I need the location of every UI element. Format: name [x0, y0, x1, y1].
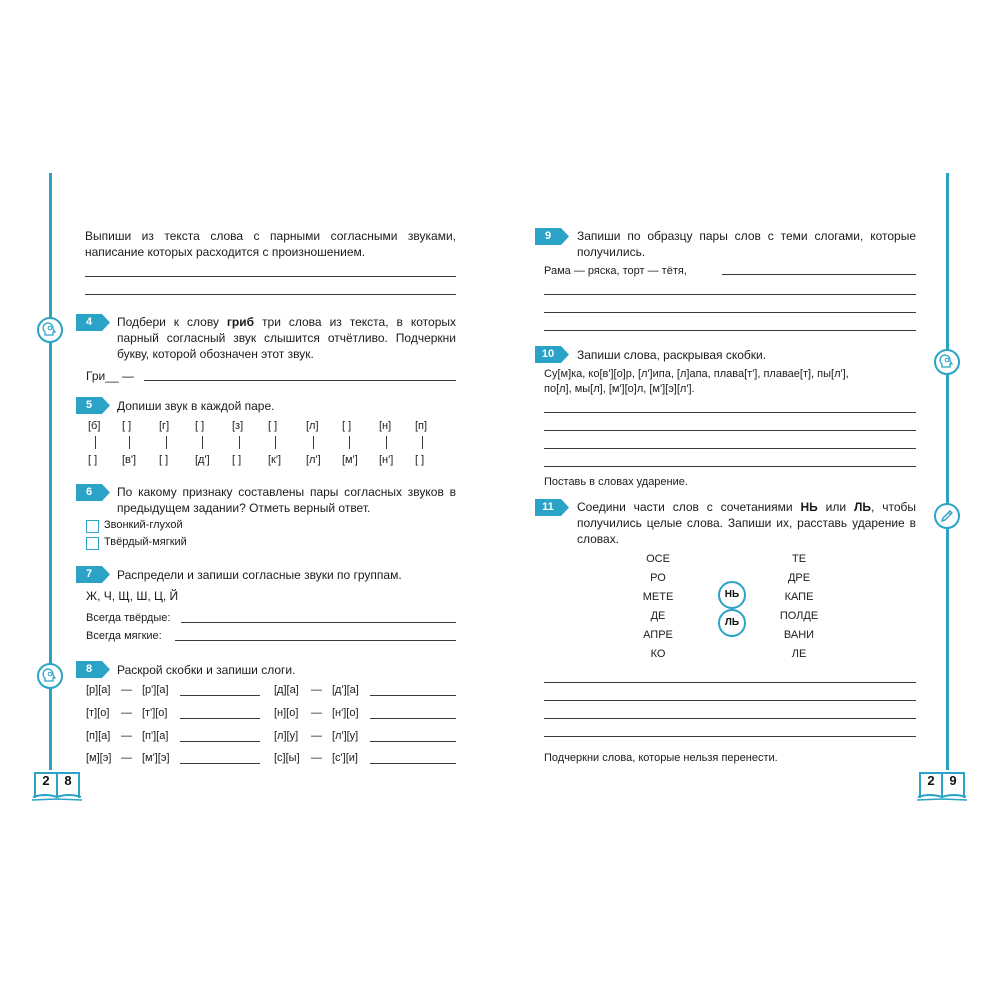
syllable: [с][ы] — [274, 752, 300, 764]
answer-line[interactable] — [544, 736, 916, 737]
answer-line[interactable] — [544, 330, 916, 331]
syllable: [л][у] — [274, 730, 299, 742]
pair-top-sound[interactable]: [л] — [306, 420, 319, 432]
pair-connector — [275, 436, 276, 449]
answer-line[interactable] — [722, 274, 916, 275]
task-9-text: Запиши по образцу пары слов с теми слогами, которые получились. — [577, 229, 916, 259]
pair-connector — [129, 436, 130, 449]
task-7-text: Распредели и запиши согласные звуки по группам. — [117, 568, 402, 582]
head-gear-icon — [37, 317, 63, 343]
pair-connector — [313, 436, 314, 449]
task-7-letters: Ж, Ч, Щ, Ш, Ц, Й — [86, 589, 179, 603]
pair-connector — [166, 436, 167, 449]
page-number-29: 2 9 — [916, 771, 968, 801]
word-part-right[interactable]: КАПЕ — [784, 591, 814, 603]
combo-nь[interactable]: НЬ — [718, 581, 746, 609]
pair-top-sound[interactable]: [ ] — [195, 420, 205, 432]
answer-line[interactable] — [180, 695, 260, 696]
answer-line[interactable] — [370, 763, 456, 764]
syllable: [л'][у] — [332, 730, 359, 742]
word-part-left[interactable]: АПРЕ — [643, 629, 673, 641]
syllable: [т'][о] — [142, 707, 168, 719]
answer-line[interactable] — [180, 718, 260, 719]
pair-top-sound[interactable]: [ ] — [122, 420, 132, 432]
dash: — — [121, 752, 132, 764]
syllable: [н][о] — [274, 707, 299, 719]
syllable: [р'][а] — [142, 684, 169, 696]
task-9-example: Рама — ряска, торт — тётя, — [544, 265, 687, 277]
pair-bottom-sound[interactable]: [к'] — [268, 454, 282, 466]
word-part-left[interactable]: ДЕ — [650, 610, 666, 622]
word-part-right[interactable]: ЛЕ — [791, 648, 807, 660]
pair-connector — [95, 436, 96, 449]
task-4-text: Подбери к слову гриб три слова из текста, в которых парный согласный звук слышится отчётливо. Подчеркни букву, которой обозначен этот звук. — [117, 315, 456, 361]
pencil-icon — [934, 503, 960, 529]
pair-bottom-sound[interactable]: [ ] — [159, 454, 169, 466]
syllable: [с'][и] — [332, 752, 358, 764]
answer-line[interactable] — [544, 448, 916, 449]
task-4-prefix: Гри__ — — [86, 369, 134, 383]
answer-line[interactable] — [181, 622, 456, 623]
head-gear-icon — [37, 663, 63, 689]
dash: — — [311, 684, 322, 696]
checkbox-voiced-voiceless[interactable] — [86, 520, 99, 533]
pair-top-sound[interactable]: [г] — [159, 420, 170, 432]
task-number-badge: 6 — [76, 484, 110, 501]
task-number-badge: 11 — [535, 499, 569, 516]
pair-bottom-sound[interactable]: [в'] — [122, 454, 137, 466]
open-book-icon — [31, 771, 83, 801]
answer-line[interactable] — [544, 718, 916, 719]
task-number-badge: 9 — [535, 228, 569, 245]
task-11-underline: Подчеркни слова, которые нельзя перенести. — [544, 752, 778, 764]
answer-line[interactable] — [175, 640, 456, 641]
dash: — — [121, 707, 132, 719]
answer-line[interactable] — [544, 700, 916, 701]
task-6-text: По какому признаку составлены пары согласных звуков в предыдущем задании? Отметь верный ответ. — [117, 485, 456, 515]
pair-top-sound[interactable]: [п] — [415, 420, 428, 432]
syllable: [м'][э] — [142, 752, 170, 764]
task-5-text: Допиши звук в каждой паре. — [117, 399, 275, 413]
pair-top-sound[interactable]: [ ] — [342, 420, 352, 432]
option-voiced-voiceless: Звонкий-глухой — [104, 519, 183, 531]
syllable: [д'][а] — [332, 684, 359, 696]
pair-bottom-sound[interactable]: [н'] — [379, 454, 394, 466]
pair-bottom-sound[interactable]: [ ] — [88, 454, 98, 466]
answer-line[interactable] — [85, 294, 456, 295]
pair-bottom-sound[interactable]: [ ] — [232, 454, 242, 466]
checkbox-hard-soft[interactable] — [86, 537, 99, 550]
page-number-28: 2 8 — [31, 771, 83, 801]
answer-line[interactable] — [180, 741, 260, 742]
task-number-badge: 5 — [76, 397, 110, 414]
word-part-right[interactable]: ТЕ — [791, 553, 807, 565]
option-hard-soft: Твёрдый-мягкий — [104, 536, 187, 548]
task-10-text: Запиши слова, раскрывая скобки. — [577, 348, 767, 362]
right-margin-line — [946, 173, 949, 770]
word-part-left[interactable]: ОСЕ — [646, 553, 670, 565]
syllable: [п][а] — [86, 730, 111, 742]
answer-line[interactable] — [544, 412, 916, 413]
word-part-right[interactable]: ПОЛДЕ — [779, 610, 819, 622]
task-8-text: Раскрой скобки и запиши слоги. — [117, 663, 296, 677]
answer-line[interactable] — [144, 380, 456, 381]
pair-connector — [202, 436, 203, 449]
task-10-words-line1: Су[м]ка, ко[в'][о]р, [л']ипа, [л]апа, плава[т'], плавае[т], пы[л'], — [544, 368, 849, 380]
pair-top-sound[interactable]: [ ] — [268, 420, 278, 432]
pair-top-sound[interactable]: [н] — [379, 420, 392, 432]
task-number-badge: 10 — [535, 346, 569, 363]
answer-line[interactable] — [544, 312, 916, 313]
answer-line[interactable] — [544, 682, 916, 683]
answer-line[interactable] — [544, 430, 916, 431]
pair-bottom-sound[interactable]: [ ] — [415, 454, 425, 466]
dash: — — [311, 730, 322, 742]
syllable: [т][о] — [86, 707, 110, 719]
syllable: [м][э] — [86, 752, 112, 764]
answer-line[interactable] — [544, 294, 916, 295]
combo-lь[interactable]: ЛЬ — [718, 609, 746, 637]
pair-connector — [239, 436, 240, 449]
syllable: [н'][о] — [332, 707, 359, 719]
dash: — — [311, 707, 322, 719]
dash: — — [311, 752, 322, 764]
word-part-left[interactable]: МЕТЕ — [642, 591, 674, 603]
answer-line[interactable] — [544, 466, 916, 467]
answer-line[interactable] — [180, 763, 260, 764]
open-book-icon — [916, 771, 968, 801]
task-11-text: Соедини части слов с сочетаниями НЬ или ЛЬ, чтобы получились целые слова. Запиши их, расставь ударение в словах. — [577, 500, 917, 546]
intro-text: Выпиши из текста слова с парными согласными звуками, написание которых расходится с произношением. — [85, 229, 456, 259]
answer-line[interactable] — [370, 718, 456, 719]
task-10-words-line2: по[л], мы[л], [м'][о]л, [м'][э][л']. — [544, 383, 695, 395]
task-number-badge: 7 — [76, 566, 110, 583]
syllable: [д][а] — [274, 684, 299, 696]
word-part-right[interactable]: ДРЕ — [787, 572, 811, 584]
pair-connector — [422, 436, 423, 449]
pair-top-sound[interactable]: [з] — [232, 420, 244, 432]
syllable: [р][а] — [86, 684, 111, 696]
word-part-left[interactable]: КО — [650, 648, 666, 660]
word-part-left[interactable]: РО — [650, 572, 666, 584]
label-always-hard: Всегда твёрдые: — [86, 612, 171, 624]
head-gear-icon — [934, 349, 960, 375]
pair-bottom-sound[interactable]: [м'] — [342, 454, 358, 466]
pair-bottom-sound[interactable]: [д'] — [195, 454, 210, 466]
pair-connector — [349, 436, 350, 449]
task-number-badge: 4 — [76, 314, 110, 331]
answer-line[interactable] — [370, 741, 456, 742]
label-always-soft: Всегда мягкие: — [86, 630, 162, 642]
pair-top-sound[interactable]: [б] — [88, 420, 101, 432]
dash: — — [121, 684, 132, 696]
dash: — — [121, 730, 132, 742]
answer-line[interactable] — [85, 276, 456, 277]
pair-connector — [386, 436, 387, 449]
word-part-right[interactable]: ВАНИ — [783, 629, 815, 641]
syllable: [п'][а] — [142, 730, 169, 742]
answer-line[interactable] — [370, 695, 456, 696]
task-number-badge: 8 — [76, 661, 110, 678]
task-10-stress: Поставь в словах ударение. — [544, 476, 688, 488]
pair-bottom-sound[interactable]: [л'] — [306, 454, 321, 466]
